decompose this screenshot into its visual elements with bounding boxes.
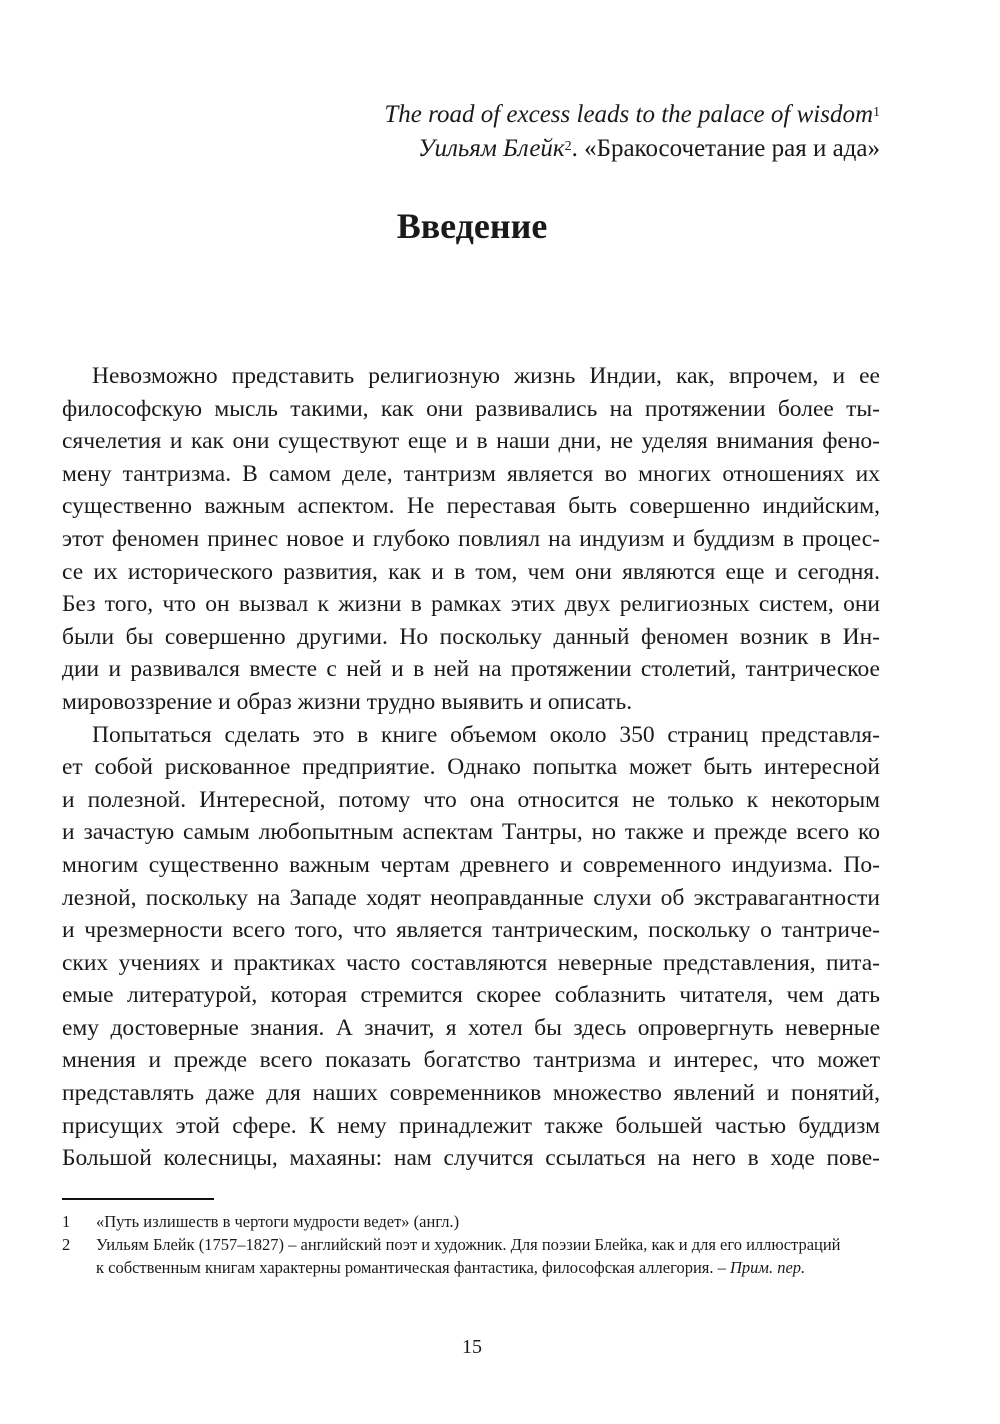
- body-text: [62, 360, 880, 1175]
- text-line: Без того, что он вызвал к жизни в рамках этих двух религиозных систем, они: [62, 591, 880, 618]
- paragraph: [62, 719, 880, 1175]
- text-line: дии и развивался вместе с ней и в ней на протяжении столетий, тантрическое: [62, 656, 880, 683]
- chapter-title: Введение: [396, 206, 548, 246]
- text-line: этот феномен принес новое и глубоко повлиял на индуизм и буддизм в процес-: [62, 525, 880, 552]
- footnote-text: к собственным книгам характерны романтическая фантастика, философская аллегория. –: [96, 1258, 730, 1277]
- text-line: лезной, поскольку на Западе ходят неоправданные слухи об экстравагантности: [62, 884, 880, 911]
- epigraph: [384, 98, 880, 166]
- footnotes: [62, 1210, 882, 1279]
- text-line: Большой колесницы, махаяны: нам случится ссылаться на него в ходе пове-: [62, 1145, 880, 1172]
- footnote-text: Уильям Блейк (1757–1827) – английский поэт и художник. Для поэзии Блейка, как и для его иллюстраций: [96, 1235, 841, 1254]
- text-line: мнения и прежде всего показать богатство тантризма и интерес, что может: [62, 1047, 880, 1074]
- footnote-ref: 1: [873, 105, 880, 120]
- epigraph-author: Уильям Блейк: [418, 135, 565, 162]
- page-number: 15: [462, 1336, 482, 1358]
- text-line: сячелетия и как они существуют еще и в наши дни, не уделяя внимания фено-: [62, 428, 880, 455]
- footnote-number: 2: [62, 1235, 71, 1254]
- footnote-divider: [62, 1198, 214, 1200]
- footnote: [62, 1210, 882, 1233]
- text-line: Невозможно представить религиозную жизнь Индии, как, впрочем, и ее: [92, 363, 880, 389]
- text-line: мену тантризма. В самом деле, тантризм является во многих отношениях их: [62, 460, 880, 487]
- text-line: ему достоверные знания. А значит, я хотел бы здесь опровергнуть неверные: [62, 1014, 880, 1041]
- footnote-text: «Путь излишеств в чертоги мудрости ведет» (англ.): [96, 1212, 460, 1231]
- text-line: были бы совершенно другими. Но поскольку данный феномен возник в Ин-: [62, 623, 880, 650]
- text-line: ет собой рискованное предприятие. Однако попытка может быть интересной: [62, 754, 880, 781]
- text-line: существенно важным аспектом. Не переставая быть совершенно индийским,: [62, 493, 880, 520]
- text-line: Попытаться сделать это в книге объемом около 350 страниц представля-: [92, 721, 880, 748]
- text-line: ских учениях и практиках часто составляются неверные представления, пита-: [62, 949, 880, 976]
- text-line: и зачастую самым любопытным аспектам Тантры, но также и прежде всего ко: [62, 819, 880, 846]
- text-line: присущих этой сфере. К нему принадлежит также большей частью буддизм: [62, 1112, 880, 1139]
- text-line: и чрезмерности всего того, что является тантрическим, поскольку о тантриче-: [62, 917, 880, 944]
- text-line: и полезной. Интересной, потому что она относится не только к некоторым: [62, 786, 880, 813]
- footnote: [62, 1233, 882, 1256]
- footnote-continuation: [62, 1256, 882, 1279]
- text-line: мировоззрение и образ жизни трудно выявить и описать.: [62, 688, 633, 715]
- text-line: се их исторического развития, как и в том, чем они являются еще и сегодня.: [62, 558, 880, 585]
- text-line: многим существенно важным чертам древнего и современного индуизма. По-: [62, 851, 880, 878]
- text-line: емые литературой, которая стремится скорее соблазнить читателя, чем дать: [62, 982, 880, 1009]
- epigraph-work: . «Бракосочетание рая и ада»: [571, 135, 880, 162]
- text-line: философскую мысль такими, как они развивались на протяжении более ты-: [62, 395, 880, 422]
- paragraph: [62, 360, 880, 719]
- footnote-number: 1: [62, 1212, 71, 1231]
- translator-note: Прим. пер.: [730, 1258, 806, 1277]
- footnote-ref: 2: [564, 139, 572, 154]
- text-line: представлять даже для наших современников множество явлений и понятий,: [62, 1080, 880, 1107]
- epigraph-quote: The road of excess leads to the palace of wisdom: [384, 101, 873, 128]
